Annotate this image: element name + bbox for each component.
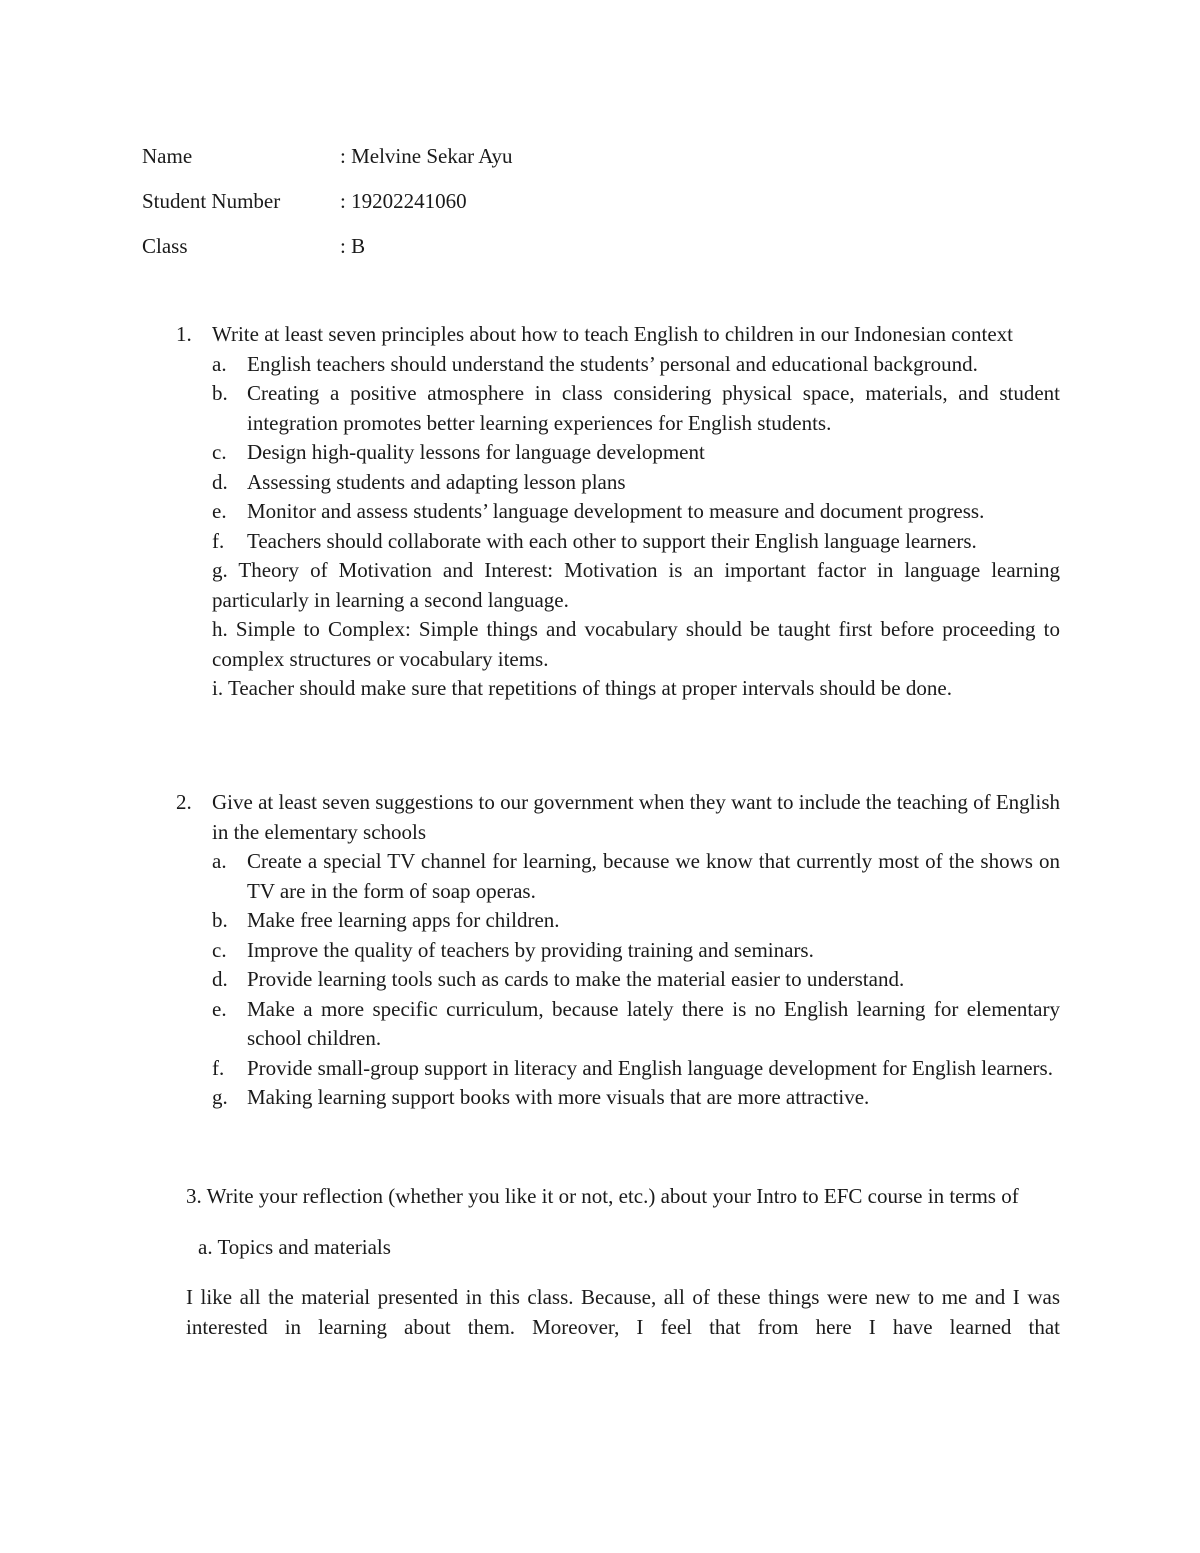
- list-item: [176, 906, 1060, 936]
- list-item: [176, 1054, 1060, 1084]
- item-letter: f.: [212, 1055, 225, 1080]
- question-heading: [176, 320, 1060, 350]
- item-letter: c.: [212, 440, 227, 464]
- item-text: Provide learning tools such as cards to make the material easier to understand.: [247, 967, 905, 991]
- info-label: Student Number: [142, 189, 281, 213]
- item-text: Provide small-group support in literacy and English language development for English learners.: [247, 1055, 1053, 1080]
- info-value: : Melvine Sekar Ayu: [340, 144, 513, 168]
- item-letter: g.: [212, 1085, 228, 1109]
- list-item: [176, 438, 1060, 468]
- list-item: [176, 350, 1060, 380]
- list-item: [176, 995, 1060, 1054]
- question-text: Give at least seven suggestions to our government when they want to include the teaching of English in the elementary schools: [212, 790, 1060, 844]
- item-text: Make free learning apps for children.: [247, 908, 560, 932]
- list-item: [176, 468, 1060, 498]
- item-letter: f.: [212, 528, 225, 553]
- info-value: : 19202241060: [340, 189, 467, 213]
- answer-paragraph: i. Teacher should make sure that repetitions of things at proper intervals should be done.: [212, 676, 952, 700]
- item-text: English teachers should understand the students’ personal and educational background.: [247, 351, 978, 376]
- item-text: Teachers should collaborate with each other to support their English language learners.: [247, 528, 977, 553]
- list-item: [176, 1083, 1060, 1113]
- info-value: : B: [340, 234, 366, 258]
- answer-paragraph: g. Theory of Motivation and Interest: Motivation is an important factor in language learning particularly in learning a second language.: [212, 558, 1060, 612]
- item-text: Improve the quality of teachers by providing training and seminars.: [247, 937, 814, 962]
- list-item: [176, 936, 1060, 966]
- list-item: [176, 497, 1060, 527]
- question-2: [176, 788, 1060, 1113]
- question-number: 2.: [176, 790, 192, 814]
- answer-list: [176, 350, 1060, 557]
- answer-paragraph: h. Simple to Complex: Simple things and vocabulary should be taught first before proceeding to complex structures or vocabulary items.: [212, 617, 1060, 671]
- item-text: Creating a positive atmosphere in class considering physical space, materials, and student integration promotes better learning experiences for English students.: [247, 381, 1060, 435]
- item-letter: a.: [212, 849, 227, 873]
- item-text: Making learning support books with more visuals that are more attractive.: [247, 1085, 870, 1109]
- item-text: Make a more specific curriculum, because lately there is no English learning for elementary school children.: [247, 996, 1060, 1050]
- question-1: [176, 320, 1060, 704]
- item-text: Assessing students and adapting lesson plans: [247, 469, 626, 494]
- item-letter: b.: [212, 381, 228, 405]
- list-item: [176, 379, 1060, 438]
- question-number: 1.: [176, 322, 192, 346]
- item-letter: c.: [212, 937, 227, 962]
- question-heading: [176, 788, 1060, 847]
- reflection-paragraph: I like all the material presented in this class. Because, all of these things were new to me and I was interested in learning about them. Moreover, I feel that from here I have learned that: [186, 1285, 1060, 1339]
- subheading: a. Topics and materials: [198, 1234, 391, 1259]
- answer-list: [176, 847, 1060, 1113]
- list-item: [176, 847, 1060, 906]
- question-text: Write at least seven principles about how to teach English to children in our Indonesian context: [212, 322, 1014, 346]
- list-item: [176, 965, 1060, 995]
- item-text: Monitor and assess students’ language development to measure and document progress.: [247, 499, 985, 523]
- item-letter: b.: [212, 908, 228, 932]
- item-letter: d.: [212, 469, 228, 494]
- info-label: Name: [142, 144, 193, 168]
- item-letter: e.: [212, 996, 227, 1021]
- question-text: 3. Write your reflection (whether you like it or not, etc.) about your Intro to EFC course in terms of: [186, 1184, 1019, 1208]
- item-letter: a.: [212, 351, 227, 376]
- question-3: [186, 1182, 1060, 1342]
- item-text: Create a special TV channel for learning, because we know that currently most of the shows on TV are in the form of soap operas.: [247, 849, 1060, 903]
- list-item: [176, 527, 1060, 557]
- item-letter: e.: [212, 499, 227, 523]
- info-label: Class: [142, 234, 188, 258]
- item-letter: d.: [212, 967, 228, 991]
- item-text: Design high-quality lessons for language development: [247, 440, 705, 464]
